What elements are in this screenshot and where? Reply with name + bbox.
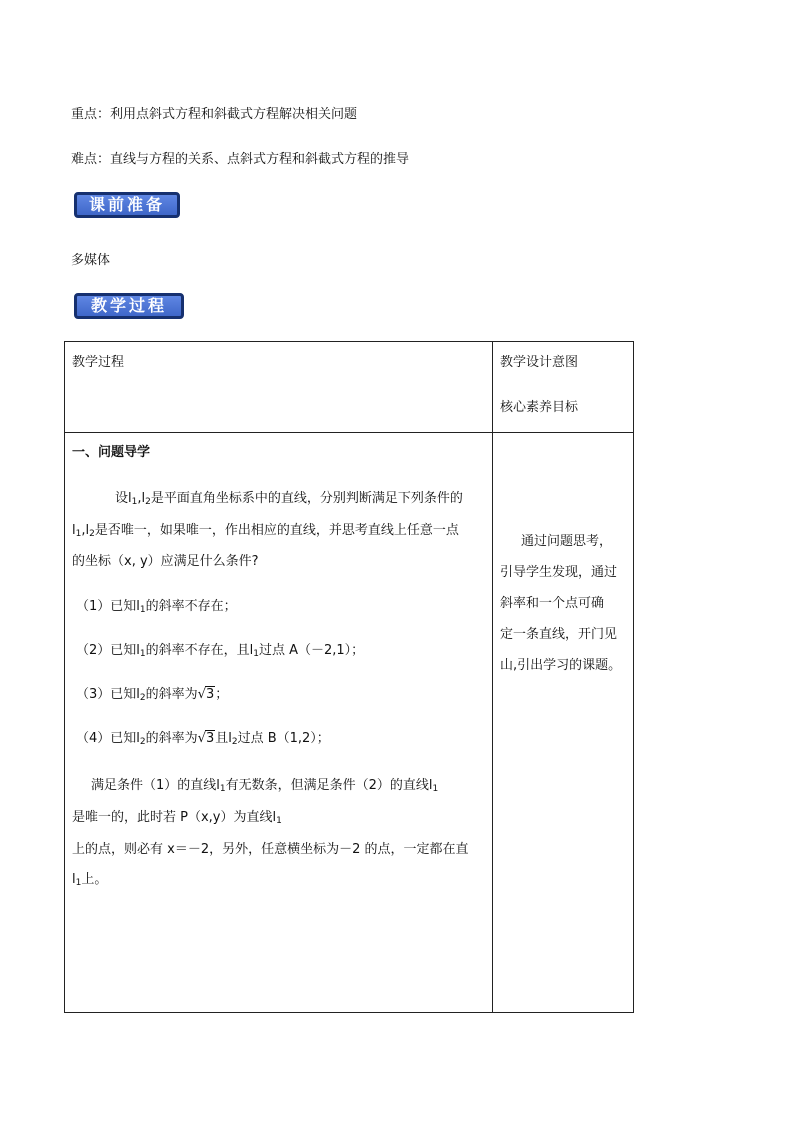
content-cell [65,433,493,1013]
intent-line-4: 定一条直线，开门见 [500,627,618,642]
condition-3: （3）已知$l_2$的斜率为√3； [76,687,229,703]
intro-line-1: 设$l_1,l_2$是平面直角坐标系中的直线，分别判断满足下列条件的 [115,491,463,507]
intent-line-3: 斜率和一个点可确 [500,596,605,611]
condition-1: （1）已知$l_1$的斜率不存在； [76,599,237,615]
design-intent-cell [493,433,634,1013]
intent-line-5: 山,引出学习的课题。 [500,658,622,673]
sqrt-symbol: √3 [197,687,215,702]
header-left-cell [65,342,493,433]
intro-line-3: 的坐标（x, y）应满足什么条件? [72,554,259,569]
section-badge-process: 教学过程 [74,293,184,319]
difficulty-text: 难点：直线与方程的关系、点斜式方程和斜截式方程的推导 [71,152,410,167]
media-text: 多媒体 [71,253,111,268]
header-right-2: 核心素养目标 [500,400,579,415]
sqrt-symbol: √3 [197,731,215,746]
para-line-1: 满足条件（1）的直线$l_1$有无数条，但满足条件（2）的直线$l_1$ [91,778,439,794]
header-right-cell [493,342,634,433]
condition-4: （4）已知$l_2$的斜率为√3且$l_2$过点 B（1,2）； [76,731,330,747]
intent-line-1: 通过问题思考， [521,534,613,549]
condition-2: （2）已知$l_1$的斜率不存在，且$l_1$过点 A（－2,1）； [76,643,365,659]
intent-line-2: 引导学生发现，通过 [500,565,618,580]
intro-line-2: $l_1,l_2$是否唯一，如果唯一，作出相应的直线，并思考直线上任意一点 [72,523,459,539]
para-line-4: $l_1$上。 [72,872,108,888]
header-left: 教学过程 [72,355,125,370]
key-point-text: 重点：利用点斜式方程和斜截式方程解决相关问题 [71,107,358,122]
para-line-2: 是唯一的，此时若 P（x,y）为直线$l_1$ [72,810,282,826]
para-line-3: 上的点，则必有 x＝－2，另外，任意横坐标为－2 的点，一定都在直 [72,842,469,857]
lesson-table [64,341,634,1013]
problem-title: 一、问题导学 [72,445,151,460]
header-right-1: 教学设计意图 [500,355,579,370]
section-badge-prep: 课前准备 [74,192,180,218]
